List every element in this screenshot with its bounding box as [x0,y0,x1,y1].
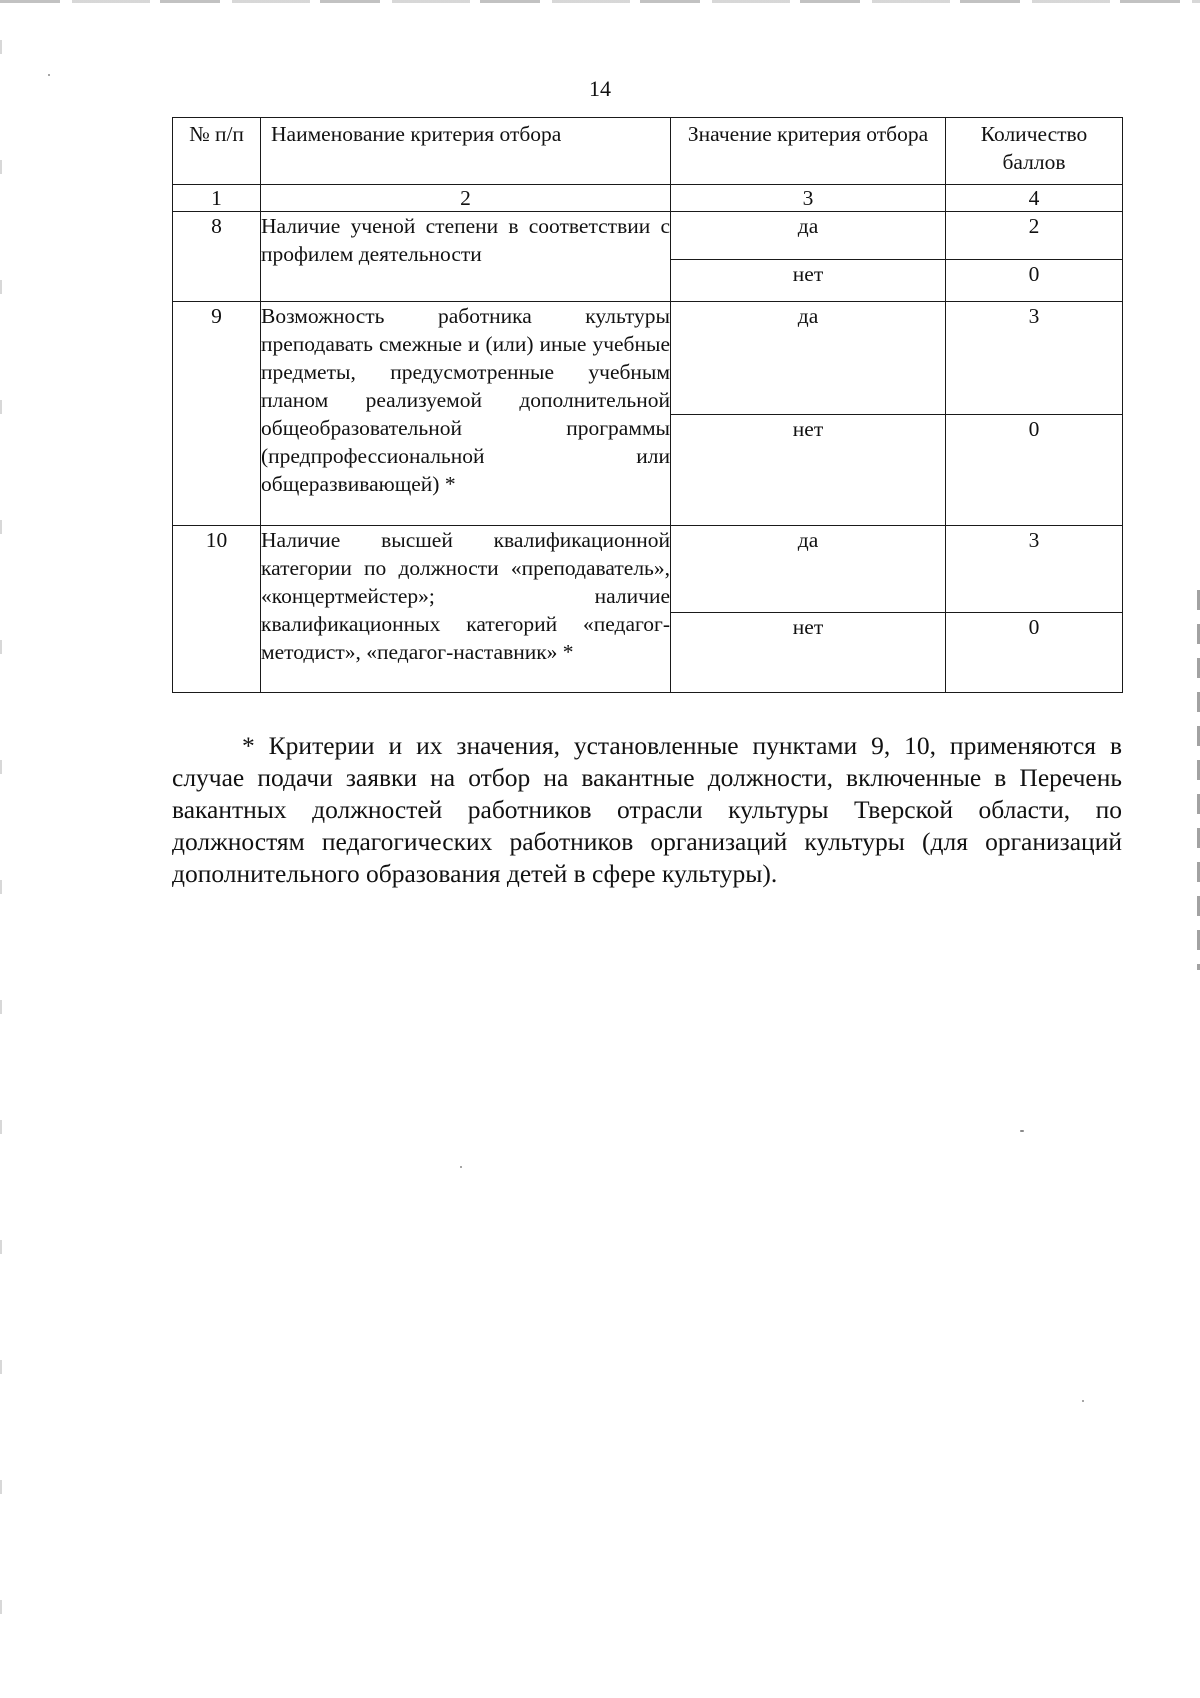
header-cell-name [261,118,671,185]
criterion-text: Наличие ученой степени в соответствии с профилем деятельности [261,214,670,266]
header-cell-value [671,118,946,185]
scan-speck [48,74,50,76]
table-row [173,526,1123,613]
value-cell: нет [671,260,946,302]
footnote [172,730,1122,890]
value-cell: нет [671,415,946,526]
value-cell: нет [671,613,946,693]
scan-speck [1082,1400,1084,1402]
points-cell: 3 [946,526,1123,613]
value-cell: да [671,212,946,260]
scan-artifact-top [0,0,1200,3]
scan-speck [460,1166,462,1168]
table-row [173,302,1123,415]
table-header-row [173,118,1123,185]
scan-speck [1020,1130,1024,1132]
footnote-text: * Критерии и их значения, установленные пунктами 9, 10, применяются в случае подачи заявки на отбор на вакантные должности, включенные в Перечень вакантных должностей работников отрасли культуры Тверской области, по должностям педагогических работников организаций культуры (для организаций дополнительного образования детей в сфере культуры). [172,731,1122,888]
points-cell: 0 [946,613,1123,693]
value-cell: да [671,302,946,415]
header-label-number: № п/п [189,122,244,146]
header-cell-points [946,118,1123,185]
points-cell: 2 [946,212,1123,260]
column-number: 3 [671,185,946,212]
header-cell-number [173,118,261,185]
column-number: 1 [173,185,261,212]
points-cell: 0 [946,415,1123,526]
points-cell: 3 [946,302,1123,415]
criterion-cell [261,302,671,526]
value-cell: да [671,526,946,613]
scan-artifact-left [0,40,2,1640]
criterion-text: Возможность работника культуры преподавать смежные и (или) иные учебные предметы, предусмотренные учебным планом реализуемой дополнительной общеобразовательной программы (предпрофессиональной или общеразвивающей) * [261,304,670,496]
criterion-cell [261,212,671,302]
criterion-text: Наличие высшей квалификационной категории по должности «преподаватель», «концертмейстер»; наличие квалификационных категорий «педагог-методист», «педагог-наставник» * [261,528,670,664]
row-number: 10 [173,526,261,693]
column-number-row [173,185,1123,212]
table-row [173,212,1123,260]
criterion-cell [261,526,671,693]
header-label-name: Наименование критерия отбора [271,122,562,146]
column-number: 4 [946,185,1123,212]
points-cell: 0 [946,260,1123,302]
row-number: 9 [173,302,261,526]
page-number: 14 [589,76,611,101]
header-label-value: Значение критерия отбора [687,122,929,146]
row-number: 8 [173,212,261,302]
header-label-points: Количество баллов [980,122,1088,174]
column-number: 2 [261,185,671,212]
criteria-table [172,117,1123,693]
